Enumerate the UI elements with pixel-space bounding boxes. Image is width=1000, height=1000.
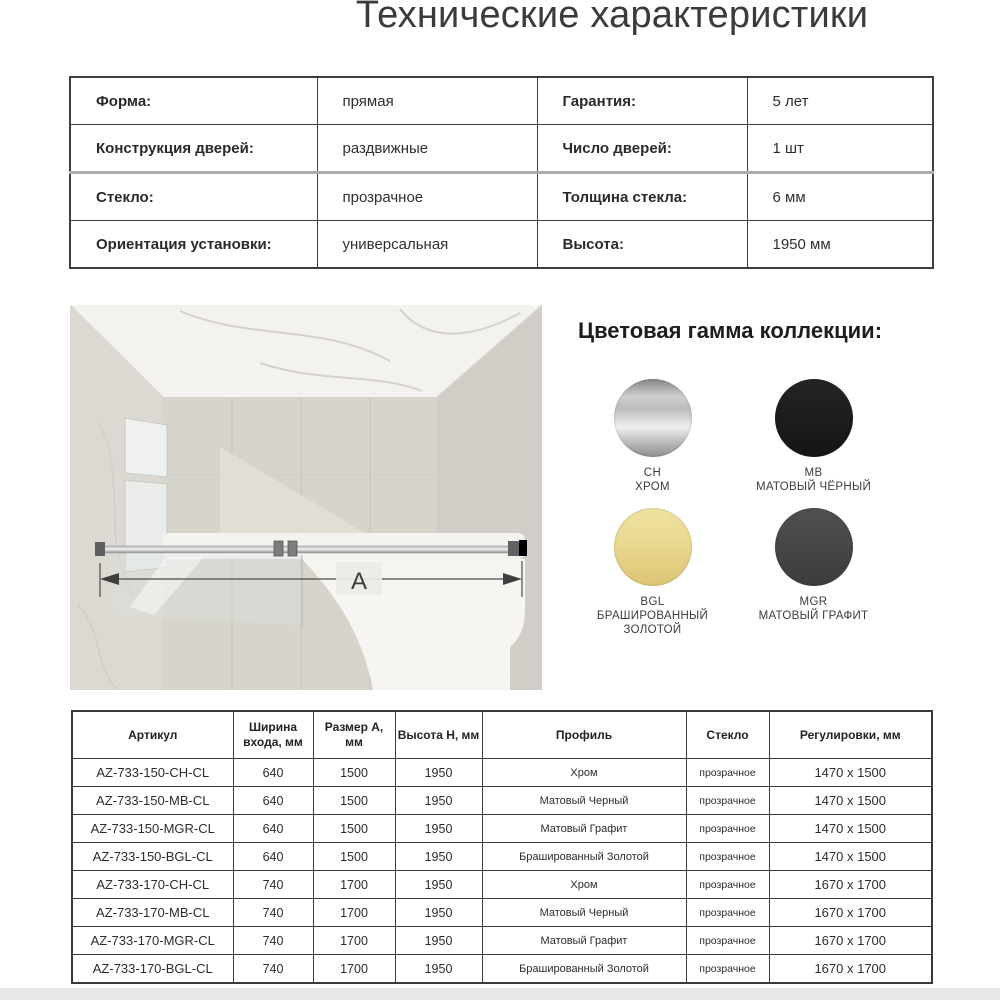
color-code: MB [804, 467, 823, 479]
color-palette [572, 379, 902, 637]
color-name: ХРОМ [635, 481, 670, 493]
color-swatch-ch [572, 379, 733, 494]
spec-value: раздвижные [317, 125, 537, 173]
cell-size-a: 1500 [313, 843, 395, 871]
col-header-article: Артикул [72, 711, 233, 759]
table-row [72, 815, 932, 843]
cell-size-a: 1500 [313, 787, 395, 815]
spec-label: Конструкция дверей: [70, 125, 317, 173]
col-header-height-h: Высота Н, мм [395, 711, 482, 759]
cell-size-a: 1700 [313, 871, 395, 899]
col-header-glass: Стекло [686, 711, 769, 759]
cell-article: AZ-733-170-CH-CL [72, 871, 233, 899]
spec-label: Гарантия: [537, 77, 747, 125]
cell-height: 1950 [395, 899, 482, 927]
spec-label: Число дверей: [537, 125, 747, 173]
cell-glass: прозрачное [686, 927, 769, 955]
cell-height: 1950 [395, 927, 482, 955]
table-row [72, 787, 932, 815]
col-header-profile: Профиль [482, 711, 686, 759]
color-code: BGL [640, 596, 665, 608]
cell-glass: прозрачное [686, 787, 769, 815]
cell-adjust: 1470 x 1500 [769, 787, 932, 815]
cell-profile: Хром [482, 871, 686, 899]
cell-height: 1950 [395, 871, 482, 899]
spec-label: Форма: [70, 77, 317, 125]
cell-height: 1950 [395, 955, 482, 984]
page-bottom-edge [0, 988, 1000, 1000]
cell-article: AZ-733-150-BGL-CL [72, 843, 233, 871]
cell-article: AZ-733-170-MB-CL [72, 899, 233, 927]
cell-height: 1950 [395, 843, 482, 871]
cell-article: AZ-733-170-BGL-CL [72, 955, 233, 984]
cell-article: AZ-733-150-MGR-CL [72, 815, 233, 843]
cell-size-a: 1500 [313, 815, 395, 843]
cell-profile: Хром [482, 759, 686, 787]
cell-height: 1950 [395, 759, 482, 787]
cell-article: AZ-733-150-MB-CL [72, 787, 233, 815]
cell-size-a: 1700 [313, 927, 395, 955]
cell-adjust: 1470 x 1500 [769, 815, 932, 843]
cell-adjust: 1470 x 1500 [769, 843, 932, 871]
col-header-adjust: Регулировки, мм [769, 711, 932, 759]
page-title: Технические характеристики [355, 0, 869, 36]
cell-size-a: 1500 [313, 759, 395, 787]
glass-panel [110, 555, 302, 627]
dimension-a-label: А [350, 568, 368, 595]
color-swatch-mb [733, 379, 894, 494]
table-row [72, 927, 932, 955]
cell-article: AZ-733-150-CH-CL [72, 759, 233, 787]
cell-profile: Матовый Графит [482, 815, 686, 843]
table-row [72, 955, 932, 984]
products-header-row [72, 711, 932, 759]
palette-title: Цветовая гамма коллекции: [578, 318, 883, 343]
specs-row [70, 125, 933, 173]
cell-profile: Брашированный Золотой [482, 955, 686, 984]
spec-label: Толщина стекла: [537, 173, 747, 221]
col-header-size-a: Размер А, мм [313, 711, 395, 759]
cell-width: 640 [233, 843, 313, 871]
spec-value: 5 лет [747, 77, 933, 125]
spec-value: универсальная [317, 221, 537, 269]
spec-value: прозрачное [317, 173, 537, 221]
specs-table [69, 76, 934, 269]
color-code: MGR [799, 596, 828, 608]
cell-size-a: 1700 [313, 899, 395, 927]
cell-glass: прозрачное [686, 815, 769, 843]
cell-profile: Брашированный Золотой [482, 843, 686, 871]
cell-width: 740 [233, 955, 313, 984]
cell-adjust: 1470 x 1500 [769, 759, 932, 787]
table-row [72, 843, 932, 871]
cell-width: 740 [233, 899, 313, 927]
cell-width: 740 [233, 871, 313, 899]
cell-glass: прозрачное [686, 843, 769, 871]
cell-height: 1950 [395, 815, 482, 843]
bathroom-illustration [70, 305, 542, 690]
spec-value: 6 мм [747, 173, 933, 221]
color-name: МАТОВЫЙ ЧЁРНЫЙ [755, 481, 872, 493]
bathroom-render-image [70, 305, 542, 690]
cell-article: AZ-733-170-MGR-CL [72, 927, 233, 955]
color-swatch-mgr [733, 508, 894, 637]
cell-width: 640 [233, 759, 313, 787]
color-name: БРАШИРОВАННЫЙ ЗОЛОТОЙ [596, 610, 709, 636]
matte-black-color-circle [775, 379, 853, 457]
color-code: CH [643, 467, 662, 479]
color-name: МАТОВЫЙ ГРАФИТ [758, 610, 869, 622]
cell-width: 740 [233, 927, 313, 955]
spec-value: 1 шт [747, 125, 933, 173]
specs-row [70, 77, 933, 125]
brushed-gold-color-circle [614, 508, 692, 586]
products-table [71, 710, 933, 984]
cell-glass: прозрачное [686, 871, 769, 899]
color-swatch-bgl [572, 508, 733, 637]
col-header-entry-width: Ширина входа, мм [233, 711, 313, 759]
spec-value: 1950 мм [747, 221, 933, 269]
cell-width: 640 [233, 787, 313, 815]
cell-width: 640 [233, 815, 313, 843]
specs-row [70, 221, 933, 269]
cell-size-a: 1700 [313, 955, 395, 984]
cell-glass: прозрачное [686, 759, 769, 787]
spec-value: прямая [317, 77, 537, 125]
table-row [72, 759, 932, 787]
cell-adjust: 1670 x 1700 [769, 899, 932, 927]
cell-height: 1950 [395, 787, 482, 815]
spec-label: Ориентация установки: [70, 221, 317, 269]
cell-glass: прозрачное [686, 899, 769, 927]
table-row [72, 871, 932, 899]
specs-row [70, 173, 933, 221]
spec-label: Высота: [537, 221, 747, 269]
cell-adjust: 1670 x 1700 [769, 927, 932, 955]
chrome-color-circle [614, 379, 692, 457]
matte-graphite-color-circle [775, 508, 853, 586]
table-row [72, 899, 932, 927]
cell-profile: Матовый Графит [482, 927, 686, 955]
cell-profile: Матовый Черный [482, 899, 686, 927]
cell-profile: Матовый Черный [482, 787, 686, 815]
cell-adjust: 1670 x 1700 [769, 871, 932, 899]
spec-label: Стекло: [70, 173, 317, 221]
cell-glass: прозрачное [686, 955, 769, 984]
cell-adjust: 1670 x 1700 [769, 955, 932, 984]
